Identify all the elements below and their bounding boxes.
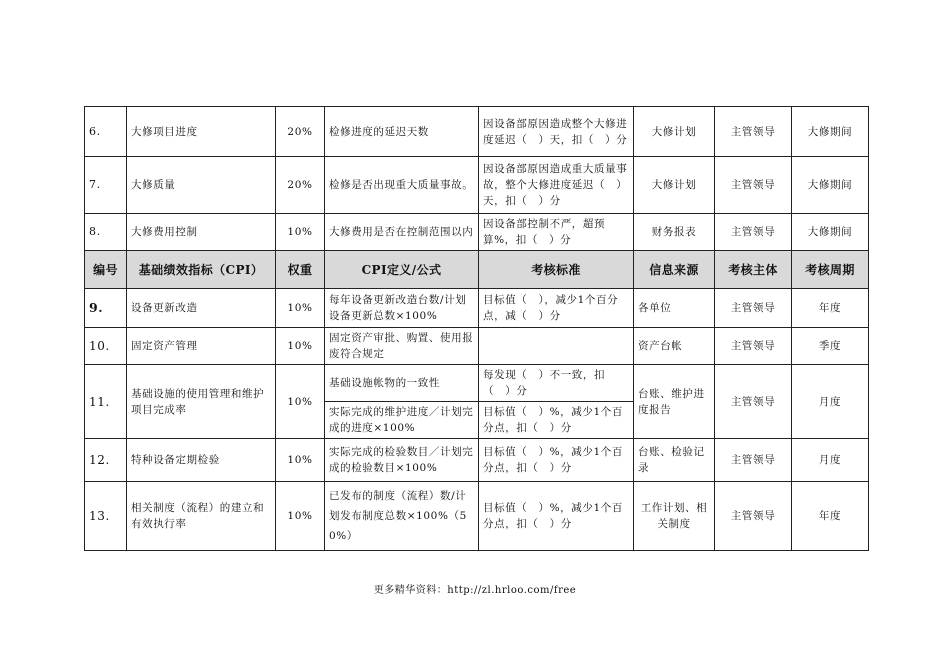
standard-cell: 目标值（ ）%，减少1个百分点，扣（ ）分	[479, 482, 634, 551]
period-cell: 月度	[792, 439, 869, 482]
source-cell: 财务报表	[634, 214, 715, 251]
header-no: 编号	[85, 251, 127, 289]
indicator-cell: 大修项目进度	[127, 107, 276, 157]
indicator-cell: 基础设施的使用管理和维护项目完成率	[127, 365, 276, 439]
period-cell: 季度	[792, 328, 869, 365]
row-number: 6.	[85, 107, 127, 157]
header-indicator: 基础绩效指标（CPI）	[127, 251, 276, 289]
row-number: 7.	[85, 157, 127, 214]
period-cell: 年度	[792, 289, 869, 328]
source-cell: 资产台帐	[634, 328, 715, 365]
standard-cell: 因设备部控制不严，超预算%，扣（ ）分	[479, 214, 634, 251]
table-row	[85, 157, 869, 214]
source-cell: 台账、维护进度报告	[634, 365, 715, 439]
footer-link-text[interactable]: 更多精华资料：http://zl.hrloo.com/free	[373, 585, 577, 596]
period-cell: 年度	[792, 482, 869, 551]
table-row	[85, 328, 869, 365]
header-period: 考核周期	[792, 251, 869, 289]
subject-cell: 主管领导	[715, 157, 792, 214]
indicator-cell: 固定资产管理	[127, 328, 276, 365]
standard-cell: 因设备部原因造成重大质量事故，整个大修进度延迟（ ）天，扣（ ）分	[479, 157, 634, 214]
subject-cell: 主管领导	[715, 482, 792, 551]
definition-cell: 实际完成的维护进度／计划完成的进度×100%	[325, 402, 479, 439]
source-cell: 台账、检验记录	[634, 439, 715, 482]
subject-cell: 主管领导	[715, 107, 792, 157]
period-cell: 月度	[792, 365, 869, 439]
standard-cell: 目标值（ ），减少1个百分点，减（ ）分	[479, 289, 634, 328]
weight-cell: 10%	[276, 328, 325, 365]
source-cell: 工作计划、相关制度	[634, 482, 715, 551]
weight-cell: 10%	[276, 365, 325, 439]
indicator-cell: 特种设备定期检验	[127, 439, 276, 482]
weight-cell: 10%	[276, 289, 325, 328]
row-number: 12.	[85, 439, 127, 482]
row-number: 8.	[85, 214, 127, 251]
indicator-cell: 设备更新改造	[127, 289, 276, 328]
definition-cell: 基础设施帐物的一致性	[325, 365, 479, 402]
definition-cell: 大修费用是否在控制范围以内	[325, 214, 479, 251]
standard-cell	[479, 328, 634, 365]
weight-cell: 20%	[276, 157, 325, 214]
table-row	[85, 482, 869, 551]
definition-cell: 检修是否出现重大质量事故。	[325, 157, 479, 214]
table-row	[85, 107, 869, 157]
row-number: 10.	[85, 328, 127, 365]
kpi-table	[84, 106, 869, 551]
standard-cell: 目标值（ ）%，减少1个百分点，扣（ ）分	[479, 439, 634, 482]
weight-cell: 10%	[276, 214, 325, 251]
header-standard: 考核标准	[479, 251, 634, 289]
period-cell: 大修期间	[792, 157, 869, 214]
table-row	[85, 439, 869, 482]
indicator-cell: 大修费用控制	[127, 214, 276, 251]
standard-cell: 目标值（ ）%，减少1个百分点，扣（ ）分	[479, 402, 634, 439]
period-cell: 大修期间	[792, 107, 869, 157]
definition-cell: 实际完成的检验数目／计划完成的检验数目×100%	[325, 439, 479, 482]
table-header	[85, 251, 869, 289]
header-source: 信息来源	[634, 251, 715, 289]
period-cell: 大修期间	[792, 214, 869, 251]
subject-cell: 主管领导	[715, 365, 792, 439]
definition-cell: 已发布的制度（流程）数/计划发布制度总数×100%（50%）	[325, 482, 479, 551]
source-cell: 大修计划	[634, 157, 715, 214]
header-weight: 权重	[276, 251, 325, 289]
row-number: 11.	[85, 365, 127, 439]
standard-cell: 因设备部原因造成整个大修进度延迟（ ）天，扣（ ）分	[479, 107, 634, 157]
definition-cell: 检修进度的延迟天数	[325, 107, 479, 157]
table-row	[85, 214, 869, 251]
source-cell: 大修计划	[634, 107, 715, 157]
header-subject: 考核主体	[715, 251, 792, 289]
subject-cell: 主管领导	[715, 214, 792, 251]
indicator-cell: 大修质量	[127, 157, 276, 214]
weight-cell: 10%	[276, 439, 325, 482]
definition-cell: 每年设备更新改造台数/计划设备更新总数×100%	[325, 289, 479, 328]
header-definition: CPI定义/公式	[325, 251, 479, 289]
table-row	[85, 289, 869, 328]
weight-cell: 10%	[276, 482, 325, 551]
row-number: 9.	[85, 289, 127, 328]
source-cell: 各单位	[634, 289, 715, 328]
subject-cell: 主管领导	[715, 289, 792, 328]
definition-cell: 固定资产审批、购置、使用报废符合规定	[325, 328, 479, 365]
subject-cell: 主管领导	[715, 439, 792, 482]
row-number: 13.	[85, 482, 127, 551]
indicator-cell: 相关制度（流程）的建立和有效执行率	[127, 482, 276, 551]
subject-cell: 主管领导	[715, 328, 792, 365]
weight-cell: 20%	[276, 107, 325, 157]
table-row	[85, 365, 869, 402]
standard-cell: 每发现（ ）不一致，扣（ ）分	[479, 365, 634, 402]
